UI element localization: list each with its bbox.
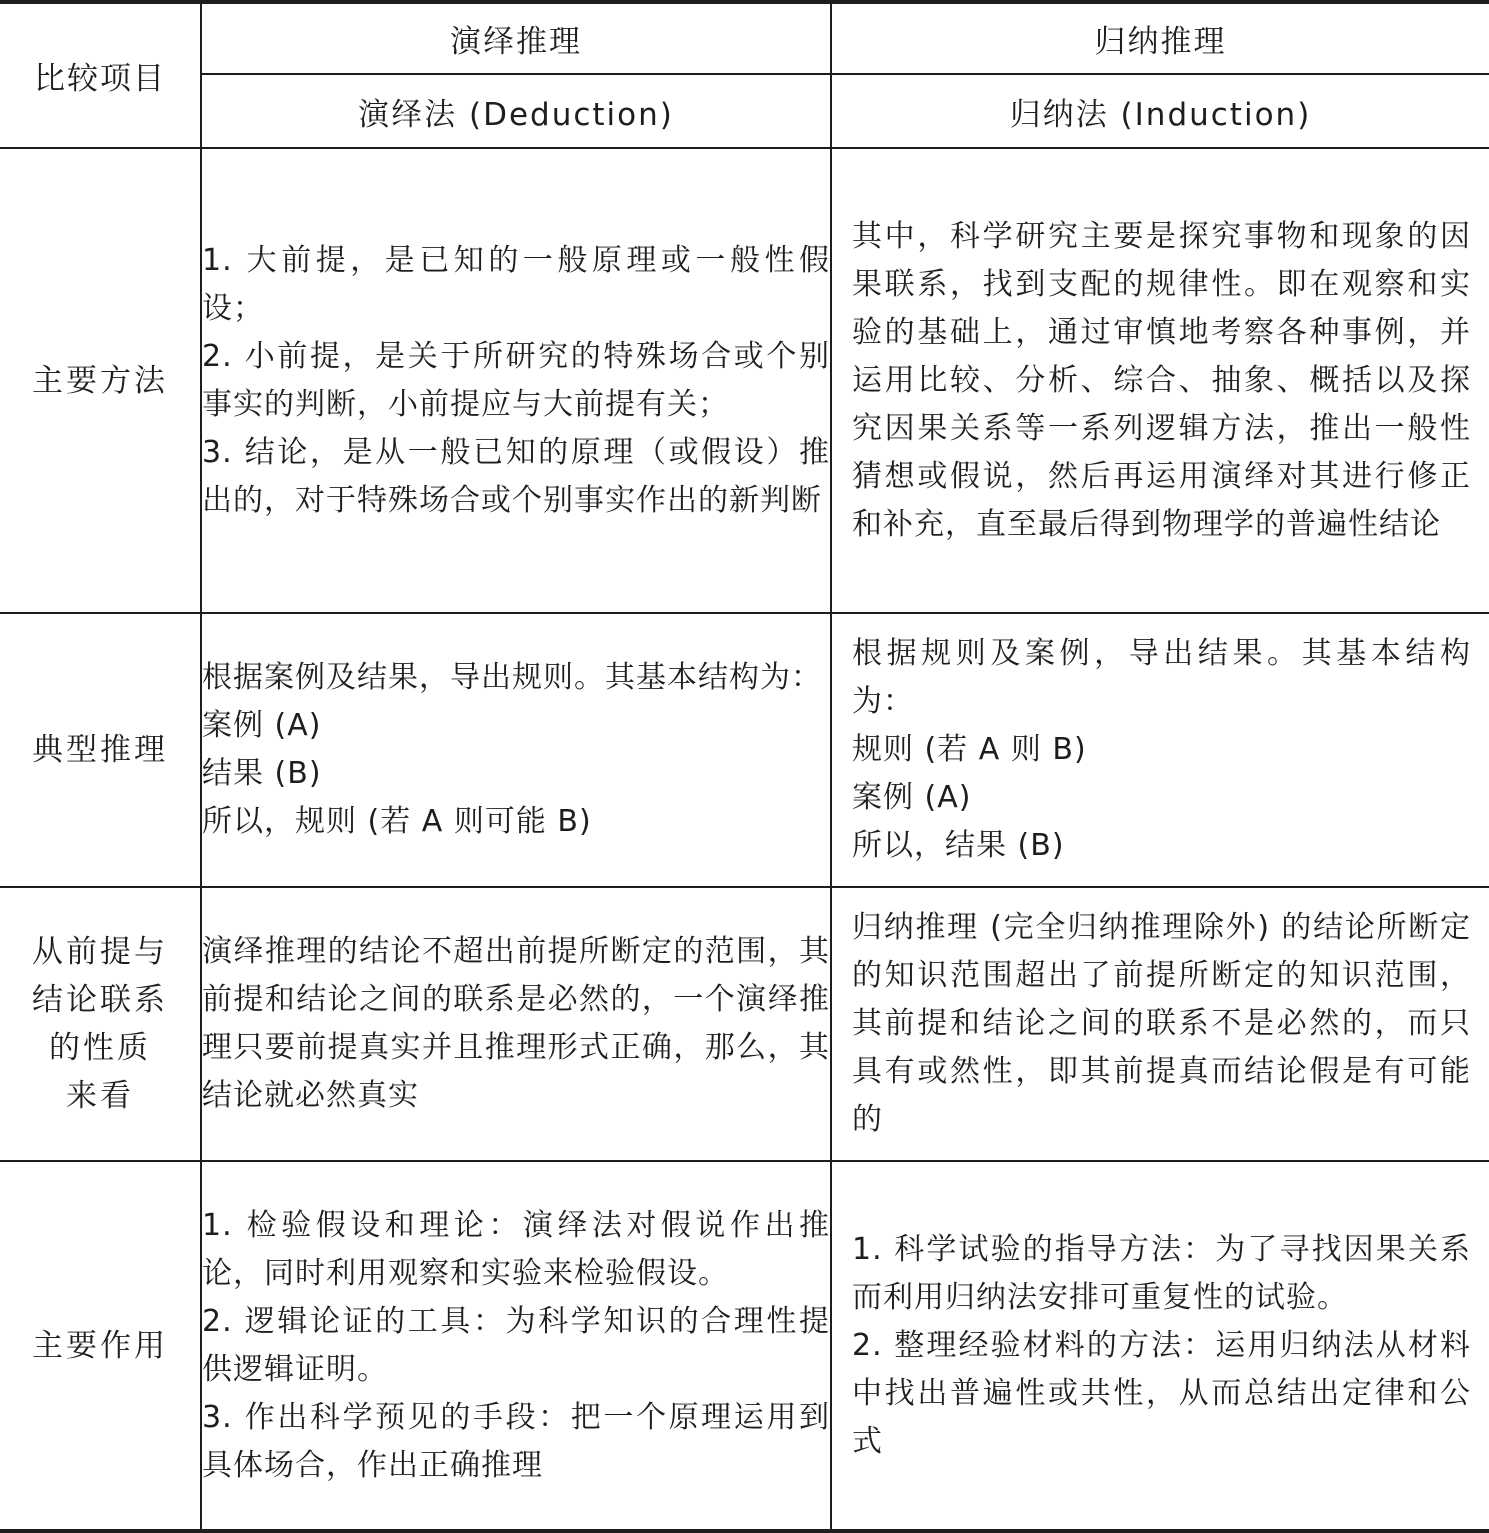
paragraph: 归纳推理 (完全归纳推理除外) 的结论所断定的知识范围超出了前提所断定的知识范围，其前提和结论之间的联系不是必然的，而只具有或然性，即其前提真而结论假是有可能的 (852, 910, 1471, 1137)
table-row (0, 1161, 1489, 1531)
header-induction-title: 归纳推理 (831, 2, 1489, 74)
row-label-main-function: 主要作用 (0, 1161, 201, 1531)
list-item: 规则 (若 A 则 B) (852, 732, 1087, 767)
list-item: 2. 整理经验材料的方法：运用归纳法从材料中找出普遍性或共性，从而总结出定律和公式 (852, 1327, 1471, 1459)
induction-typical-reasoning (831, 613, 1489, 887)
deduction-main-function (201, 1161, 831, 1531)
row-label-line: 来看 (66, 1078, 134, 1114)
list-item: 2. 小前提，是关于所研究的特殊场合或个别事实的判断，小前提应与大前提有关； (202, 338, 830, 422)
row-label-typical-reasoning: 典型推理 (0, 613, 201, 887)
table-row (0, 148, 1489, 613)
header-row-2 (0, 74, 1489, 148)
row-label-line: 从前提与 (32, 934, 168, 970)
header-compare-item: 比较项目 (0, 2, 201, 148)
induction-premise-conclusion (831, 887, 1489, 1161)
deduction-premise-conclusion (201, 887, 831, 1161)
list-item: 1. 大前提，是已知的一般原理或一般性假设； (202, 242, 830, 326)
header-deduction-title: 演绎推理 (201, 2, 831, 74)
list-item: 1. 检验假设和理论：演绎法对假说作出推论，同时利用观察和实验来检验假设。 (202, 1207, 830, 1291)
list-item: 2. 逻辑论证的工具：为科学知识的合理性提供逻辑证明。 (202, 1303, 830, 1387)
list-item: 结果 (B) (202, 756, 322, 791)
row-label-line: 的性质 (49, 1030, 151, 1066)
list-item: 根据案例及结果，导出规则。其基本结构为： (202, 660, 822, 695)
paragraph: 演绎推理的结论不超出前提所断定的范围，其前提和结论之间的联系是必然的，一个演绎推理只要前提真实并且推理形式正确，那么，其结论就必然真实 (202, 934, 830, 1113)
table-row (0, 887, 1489, 1161)
row-label-premise-conclusion (0, 887, 201, 1161)
list-item: 3. 作出科学预见的手段：把一个原理运用到具体场合，作出正确推理 (202, 1399, 830, 1483)
row-label-line: 结论联系 (32, 982, 168, 1018)
list-item: 3. 结论，是从一般已知的原理（或假设）推出的，对于特殊场合或个别事实作出的新判断 (202, 434, 830, 518)
induction-main-function (831, 1161, 1489, 1531)
header-deduction-subtitle: 演绎法 (Deduction) (201, 74, 831, 148)
deduction-typical-reasoning (201, 613, 831, 887)
list-item: 所以，结果 (B) (852, 828, 1065, 863)
header-induction-subtitle: 归纳法 (Induction) (831, 74, 1489, 148)
row-label-main-method: 主要方法 (0, 148, 201, 613)
list-item: 案例 (A) (852, 780, 972, 815)
paragraph: 其中，科学研究主要是探究事物和现象的因果联系，找到支配的规律性。即在观察和实验的基础上，通过审慎地考察各种事例，并运用比较、分析、综合、抽象、概括以及探究因果关系等一系列逻辑方法，推出一般性猜想或假说，然后再运用演绎对其进行修正和补充，直至最后得到物理学的普遍性结论 (852, 218, 1471, 542)
list-item: 案例 (A) (202, 708, 322, 743)
header-row-1 (0, 2, 1489, 74)
deduction-main-method (201, 148, 831, 613)
table-row (0, 613, 1489, 887)
list-item: 所以，规则 (若 A 则可能 B) (202, 804, 592, 839)
list-item: 1. 科学试验的指导方法：为了寻找因果关系而利用归纳法安排可重复性的试验。 (852, 1231, 1471, 1315)
list-item: 根据规则及案例，导出结果。其基本结构为： (852, 636, 1471, 719)
induction-main-method (831, 148, 1489, 613)
